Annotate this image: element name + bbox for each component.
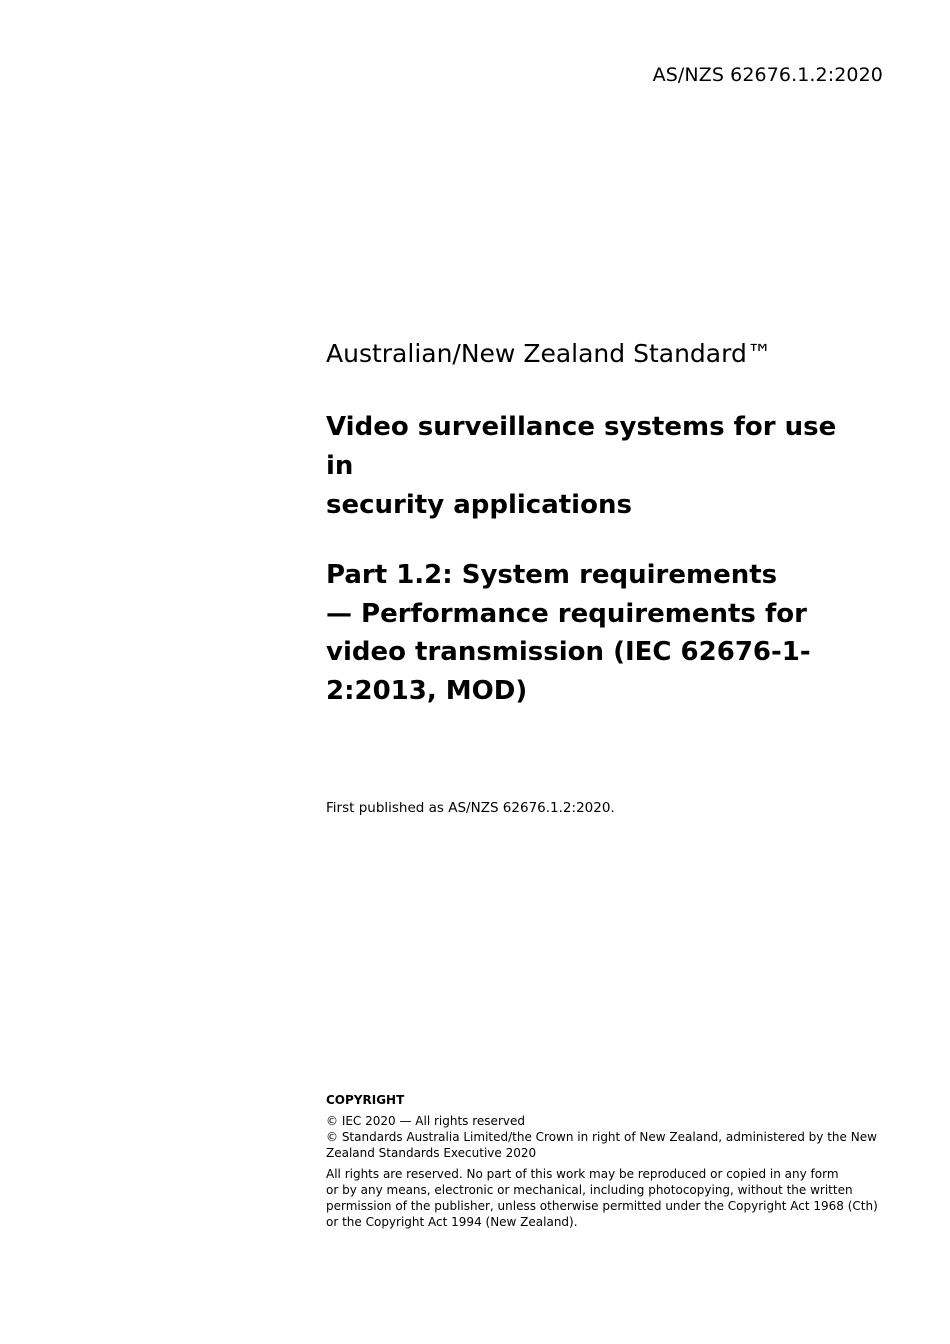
rights-line: or by any means, electronic or mechanical, including photocopying, without the written — [326, 1183, 853, 1197]
copyright-heading: COPYRIGHT — [326, 1093, 405, 1107]
part-title-line: — Performance requirements for — [326, 598, 807, 629]
rights-line: or the Copyright Act 1994 (New Zealand). — [326, 1215, 578, 1229]
document-code: AS/NZS 62676.1.2:2020 — [652, 64, 883, 86]
part-title-line: Part 1.2: System requirements — [326, 560, 778, 590]
first-published-note: First published as AS/NZS 62676.1.2:2020. — [326, 800, 615, 816]
copyright-holders — [326, 1113, 886, 1161]
document-title-line: security applications — [326, 490, 632, 520]
standard-type: Australian/New Zealand Standard™ — [326, 339, 772, 368]
part-title-line: 2:2013, MOD) — [326, 675, 528, 706]
copyright-block — [326, 1092, 886, 1230]
rights-reserved-text — [326, 1166, 886, 1230]
copyright-line: Zealand Standards Executive 2020 — [326, 1146, 537, 1160]
part-title-line: video transmission (IEC 62676-1- — [326, 637, 811, 667]
title-block — [326, 336, 866, 710]
copyright-line: © IEC 2020 — All rights reserved — [326, 1114, 525, 1128]
document-title — [326, 408, 866, 525]
copyright-line: © Standards Australia Limited/the Crown in right of New Zealand, administered by the New — [326, 1130, 877, 1144]
rights-line: All rights are reserved. No part of this work may be reproduced or copied in any form — [326, 1167, 839, 1181]
part-title — [326, 556, 866, 710]
document-title-line: Video surveillance systems for use in — [326, 412, 837, 481]
rights-line: permission of the publisher, unless otherwise permitted under the Copyright Act 1968 (Cth) — [326, 1199, 878, 1213]
